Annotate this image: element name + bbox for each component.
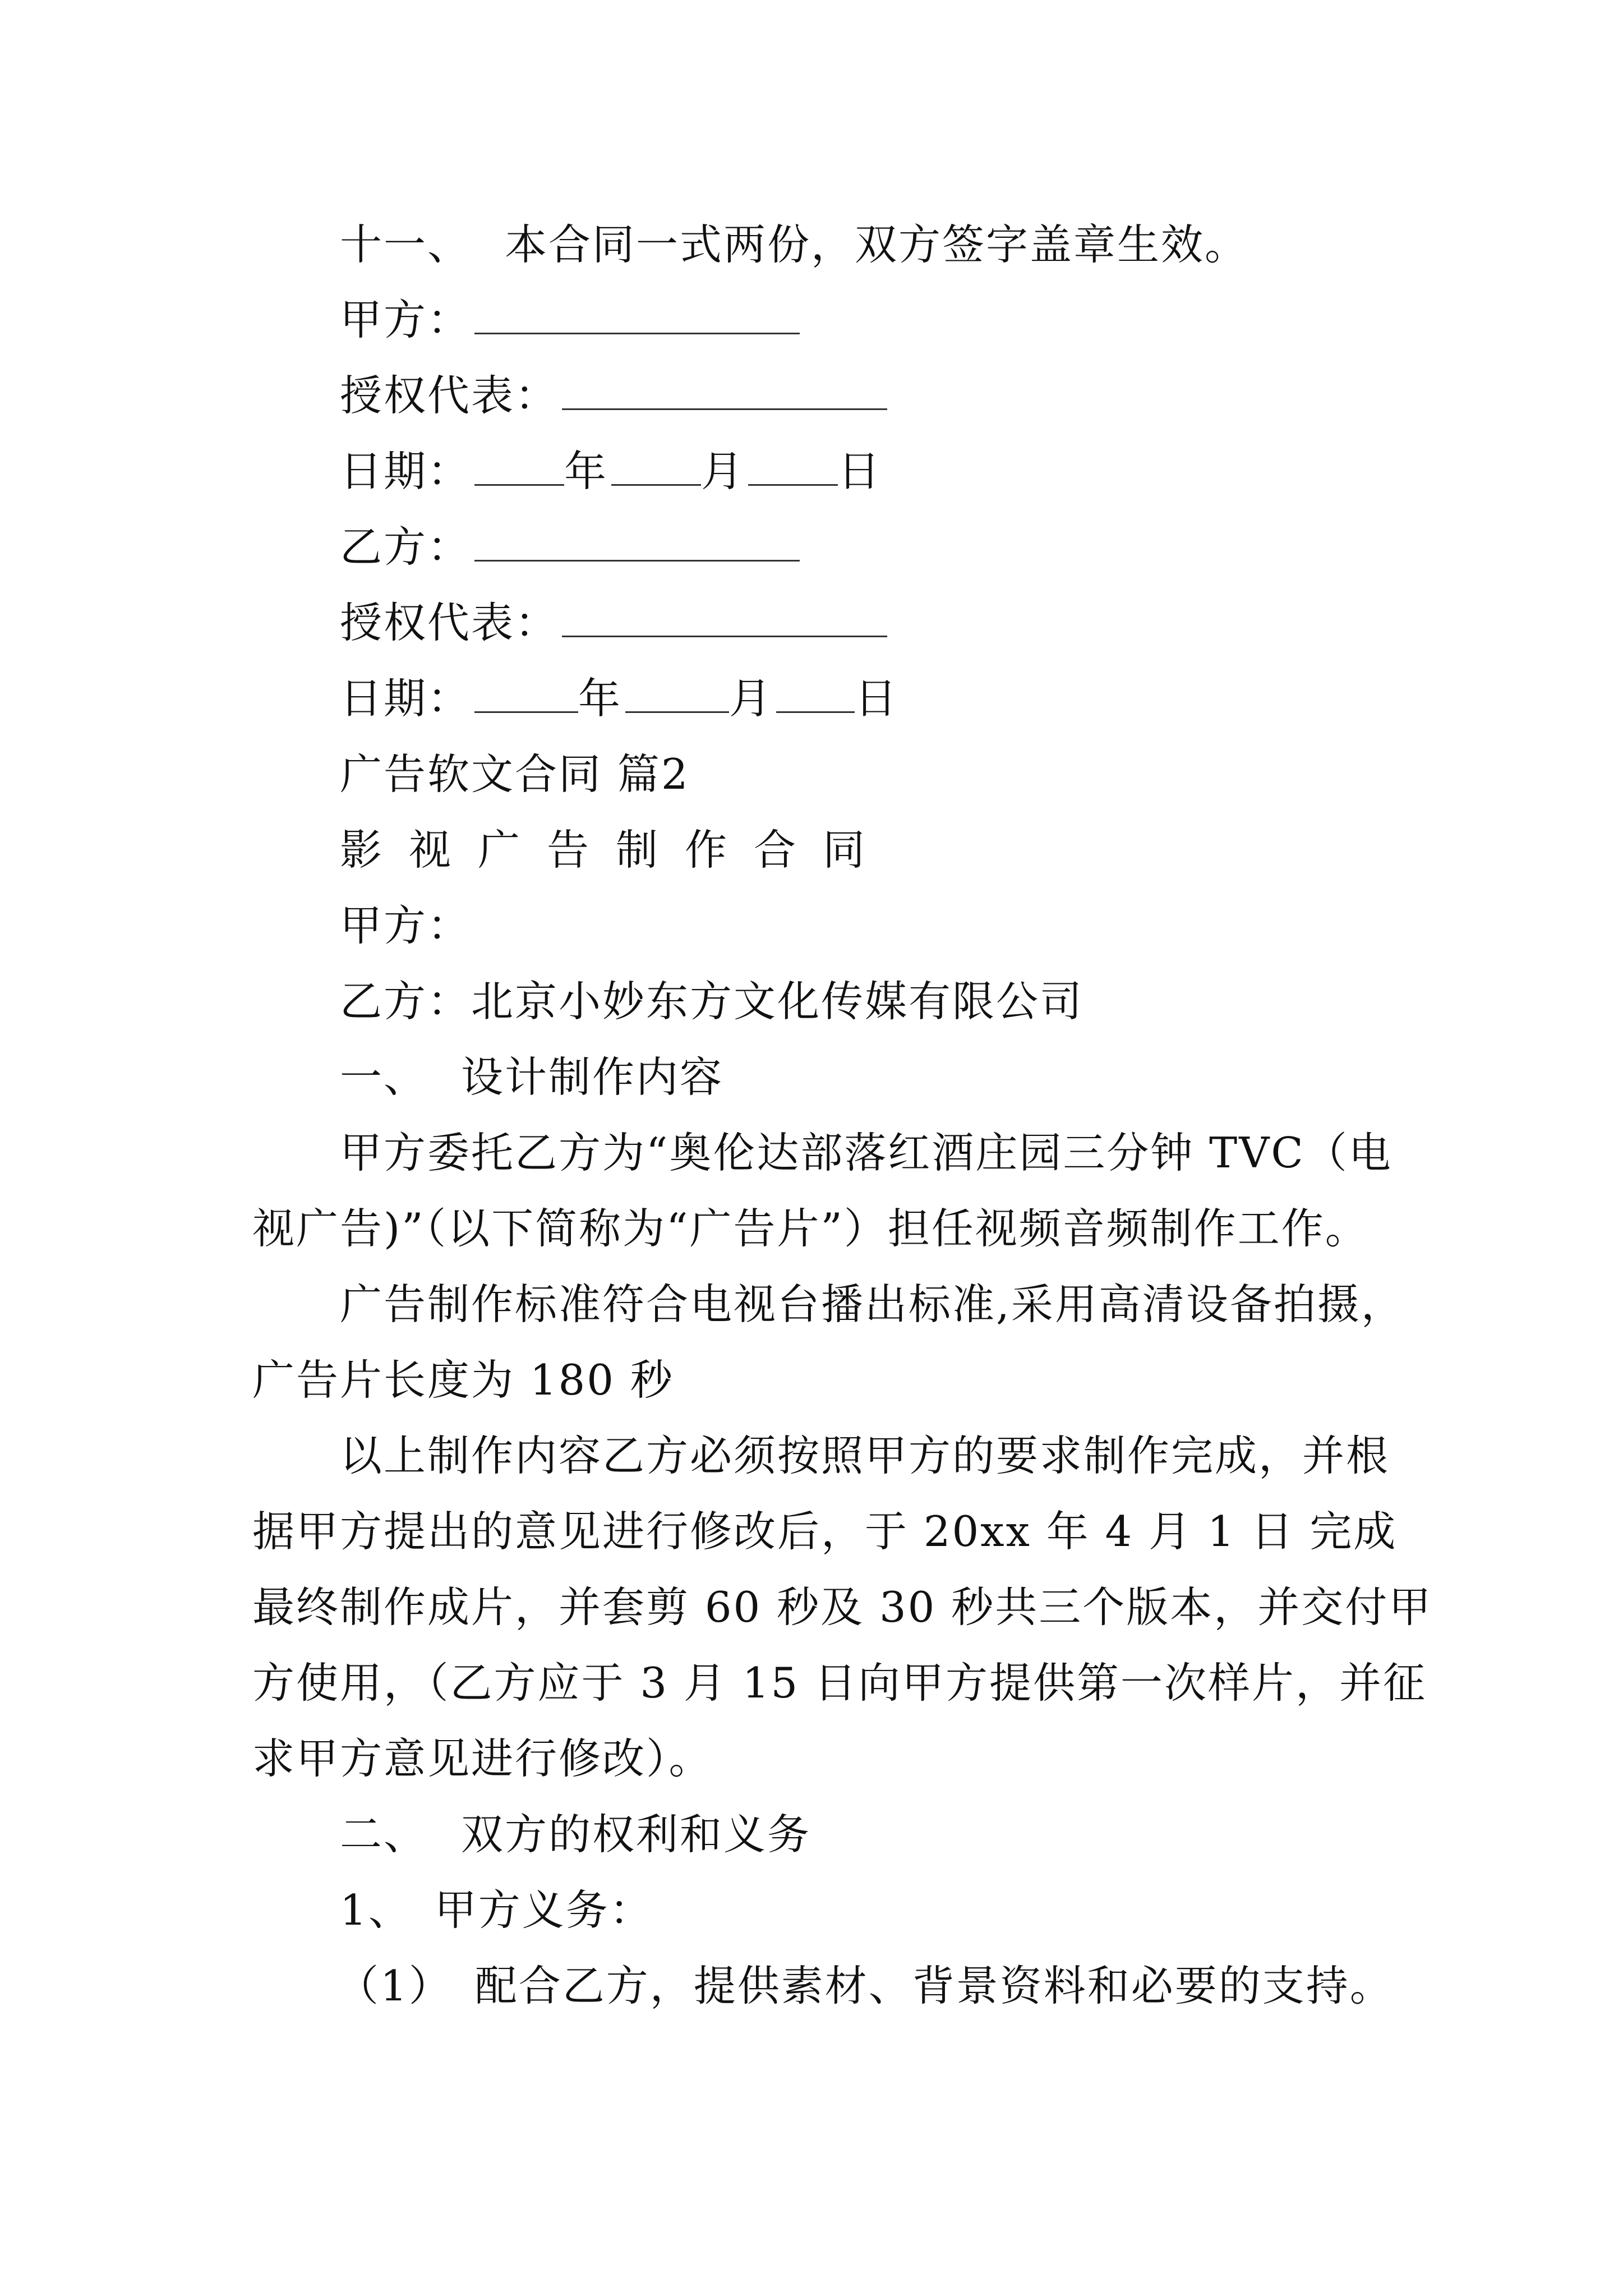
party-b-line: 乙方：北京小妙东方文化传媒有限公司: [340, 977, 1084, 1026]
year-label: 年: [564, 447, 608, 496]
year-blank: [474, 672, 578, 713]
month-label: 月: [701, 447, 745, 496]
section-two-heading: [340, 1806, 811, 1862]
item-number: （1）: [336, 1961, 453, 2010]
date-b-label: 日期：: [340, 674, 472, 723]
party-b-signature-line: [340, 519, 800, 575]
day-label: 日: [838, 447, 882, 496]
party-b-label: 乙方：: [340, 522, 472, 572]
party-b-blank: [474, 521, 800, 562]
clause-text: 本合同一式两份，双方签字盖章生效。: [505, 220, 1249, 269]
paragraph-line: 据甲方提出的意见进行修改后，于 20xx 年 4 月 1 日 完成: [252, 1507, 1398, 1556]
section-number: 一、: [340, 1052, 428, 1102]
date-a-label: 日期：: [340, 447, 472, 496]
article-heading: 广告软文合同 篇2: [340, 749, 690, 799]
party-a-blank: [474, 293, 800, 334]
rep-a-label: 授权代表：: [340, 371, 559, 420]
party-a-label: 甲方：: [340, 295, 472, 344]
rep-b-signature-line: [340, 595, 887, 651]
party-a-line: 甲方：: [340, 901, 472, 950]
month-label: 月: [729, 674, 773, 723]
paragraph-line: 视广告)”（以下简称为“广告片”）担任视频音频制作工作。: [252, 1204, 1369, 1253]
section-one-heading: [340, 1049, 723, 1105]
contract-title: 影视广告制作合同: [340, 825, 892, 875]
day-blank: [776, 672, 855, 713]
rep-a-blank: [562, 369, 887, 410]
subsection-heading: [340, 1882, 653, 1938]
section-title: 双方的权利和义务: [461, 1810, 811, 1859]
day-label: 日: [855, 674, 899, 723]
year-label: 年: [578, 674, 623, 723]
paragraph-line: 广告制作标准符合电视台播出标准,采用高清设备拍摄，: [340, 1280, 1405, 1329]
paragraph-line: 甲方委托乙方为“奥伦达部落红酒庄园三分钟 TVC（电: [340, 1128, 1393, 1177]
section-number: 二、: [340, 1810, 428, 1859]
paragraph-line: 求甲方意见进行修改）。: [252, 1734, 713, 1783]
subsection-title: 甲方义务：: [434, 1885, 653, 1935]
year-blank: [474, 445, 564, 486]
paragraph-line: 方使用，（乙方应于 3 月 15 日向甲方提供第一次样片，并征: [252, 1658, 1427, 1708]
date-b-line: [340, 670, 898, 726]
paragraph-line: 最终制作成片，并套剪 60 秒及 30 秒共三个版本，并交付甲: [252, 1582, 1433, 1632]
clause-number: 十一、: [340, 220, 472, 269]
paragraph-line: 广告片长度为 180 秒: [252, 1355, 674, 1405]
rep-a-signature-line: [340, 367, 887, 424]
section-title: 设计制作内容: [461, 1052, 724, 1102]
month-blank: [611, 445, 701, 486]
subsection-number: 1、: [340, 1885, 412, 1935]
day-blank: [748, 445, 838, 486]
clause-eleven: [340, 217, 1248, 273]
rep-b-blank: [562, 596, 887, 637]
date-a-line: [340, 443, 882, 499]
month-blank: [625, 672, 729, 713]
party-a-signature-line: [340, 292, 800, 348]
item-text: 配合乙方，提供素材、背景资料和必要的支持。: [474, 1961, 1394, 2010]
rep-b-label: 授权代表：: [340, 598, 559, 647]
paragraph-line: 以上制作内容乙方必须按照甲方的要求制作完成，并根: [340, 1431, 1390, 1480]
list-item: [336, 1958, 1394, 2014]
